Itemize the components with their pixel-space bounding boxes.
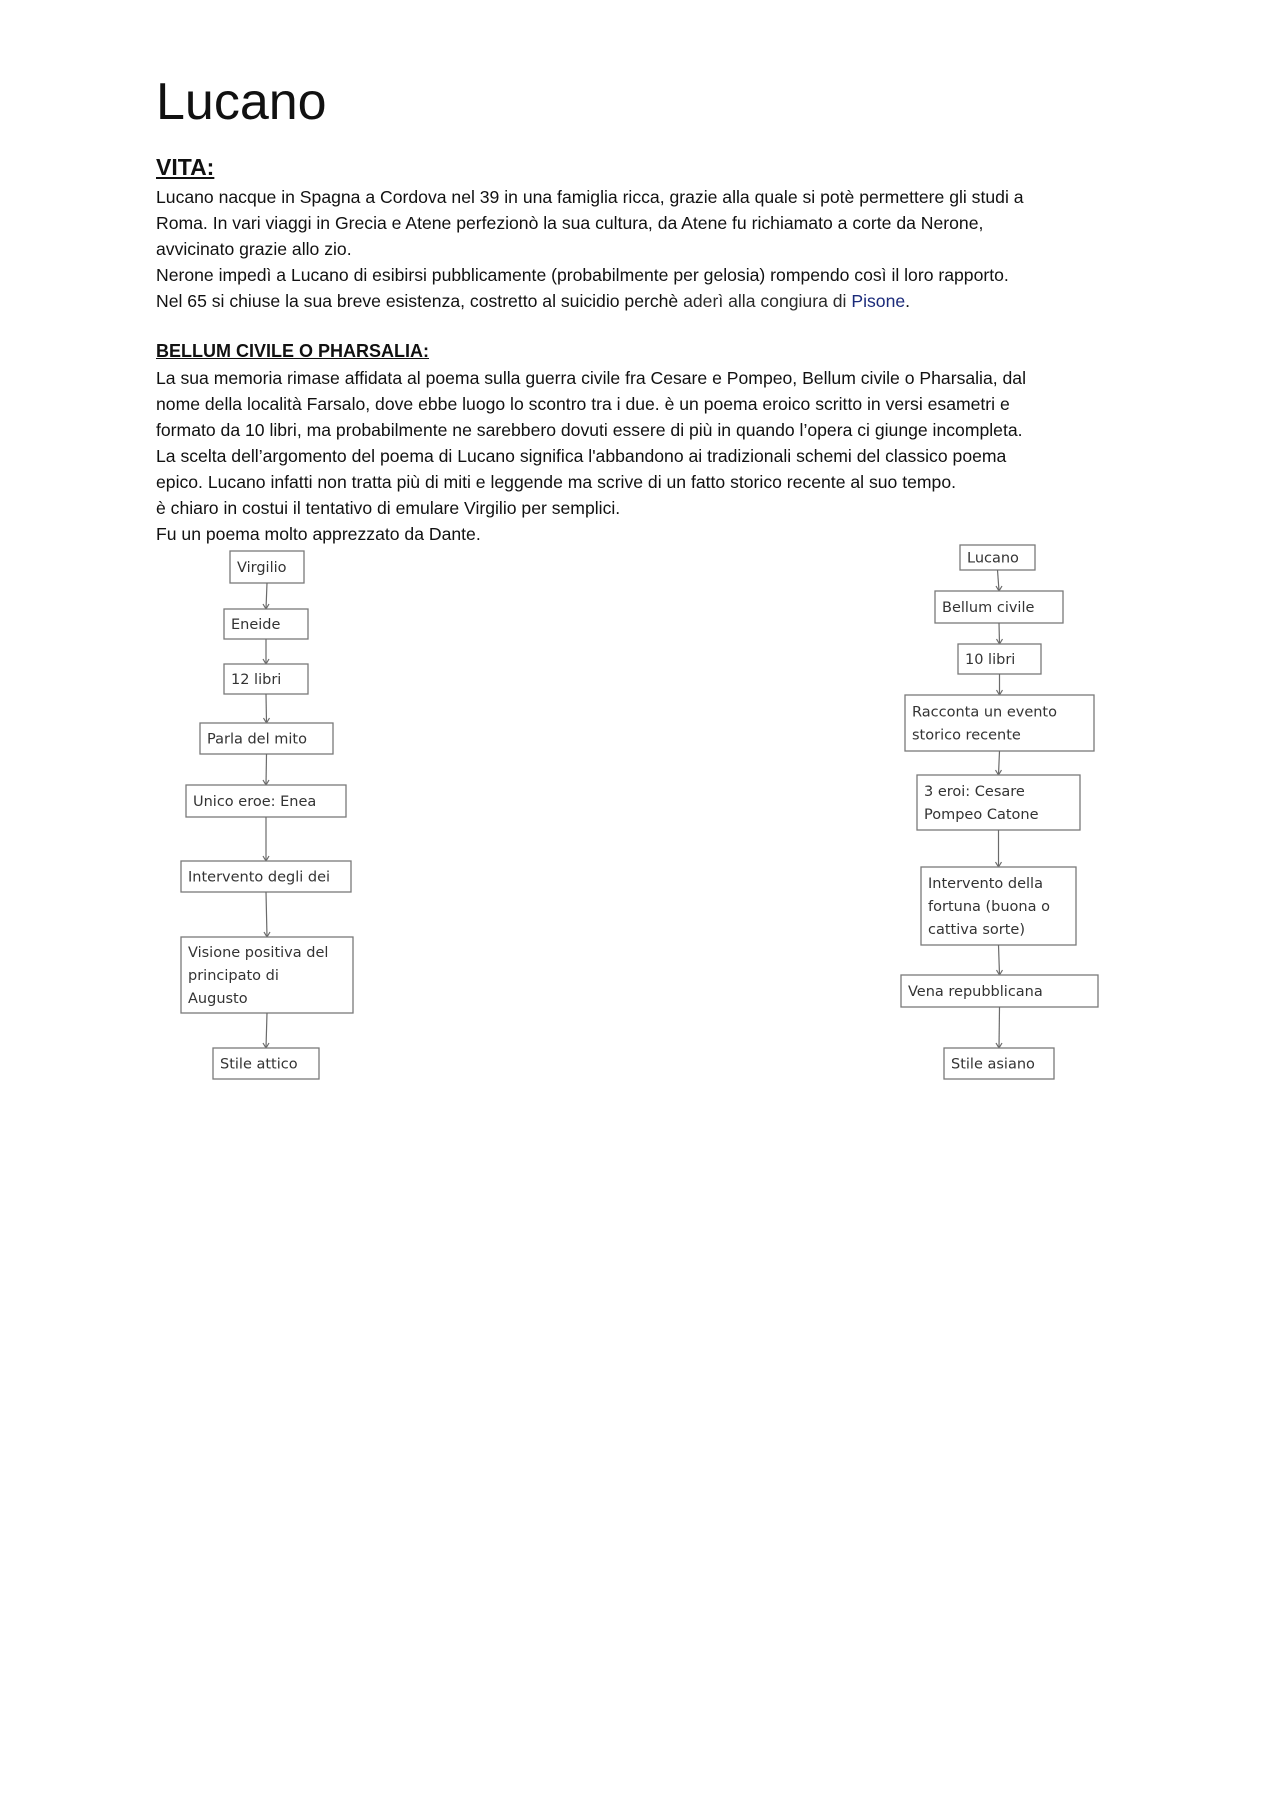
flow-node-label: Intervento degli dei [188,869,331,886]
vita-line: Nerone impedì a Lucano di esibirsi pubblicamente (probabilmente per gelosia) rompendo così il loro rapporto. [156,265,1009,285]
flow-node-label: fortuna (buona o [928,899,1050,915]
vita-line: avvicinato grazie allo zio. [156,239,352,259]
bellum-line: epico. Lucano infatti non tratta più di miti e leggende ma scrive di un fatto storico recente al suo tempo. [156,472,956,492]
page-title: Lucano [156,73,327,131]
vita-line-end: . [905,291,911,311]
flow-connector [999,1007,1000,1048]
flow-node-label: cattiva sorte) [928,922,1025,938]
flow-node-label: 3 eroi: Cesare [924,784,1025,800]
flow-connector [266,754,267,785]
vita-line-text: Nel 65 si chiuse la sua breve esistenza, costretto al suicidio perchè [156,291,684,311]
flow-node-label: Intervento della [928,876,1043,892]
flow-node-label: Vena repubblicana [908,984,1043,1000]
bellum-line: formato da 10 libri, ma probabilmente ne sarebbero dovuti essere di più in quando l’opera ci giunge incompleta. [156,420,1023,440]
vita-line: Lucano nacque in Spagna a Cordova nel 39 in una famiglia ricca, grazie alla quale si potè permettere gli studi a [156,187,1024,207]
flow-node-label: principato di [188,968,279,984]
flow-node-label: Lucano [967,550,1019,567]
flow-node-label: Racconta un evento [912,704,1057,721]
flow-node-label: Visione positiva del [188,945,329,961]
flow-node-label: Stile attico [220,1056,298,1073]
flow-node-label: Virgilio [237,560,287,576]
flow-node-label: 12 libri [231,672,282,688]
flow-connector [266,583,267,609]
flow-node-label: 10 libri [965,652,1016,668]
flow-node-label: Bellum civile [942,600,1035,616]
flow-node-label: storico recente [912,727,1021,744]
flow-connector [999,751,1000,775]
flow-connector [266,1013,267,1048]
flow-node-label: Pompeo Catone [924,807,1039,823]
flowchart-virgilio [181,551,353,1079]
aderi-link[interactable]: aderì alla congiura di [683,291,852,311]
flow-connector [266,892,267,937]
bellum-line: nome della località Farsalo, dove ebbe luogo lo scontro tra i due. è un poema eroico scritto in versi esametri e [156,394,1010,414]
flow-connector [999,623,1000,644]
flow-connector [266,694,267,723]
flow-node-label: Unico eroe: Enea [193,794,317,810]
flow-node-label: Eneide [231,617,281,633]
bellum-line: è chiaro in costui il tentativo di emulare Virgilio per semplici. [156,498,621,518]
flowchart-lucano [901,545,1098,1079]
vita-heading: VITA: [156,154,215,180]
bellum-line: Fu un poema molto apprezzato da Dante. [156,524,481,544]
pisone-link[interactable]: Pisone [851,291,906,311]
bellum-heading: BELLUM CIVILE O PHARSALIA: [156,341,429,361]
flow-node-label: Parla del mito [207,731,307,748]
flow-node-label: Stile asiano [951,1056,1035,1073]
flow-node-label: Augusto [188,991,248,1007]
bellum-line: La sua memoria rimase affidata al poema sulla guerra civile fra Cesare e Pompeo, Bellum civile o Pharsalia, dal [156,368,1027,388]
bellum-line: La scelta dell’argomento del poema di Lucano significa l'abbandono ai tradizionali schemi del classico poema [156,446,1007,466]
vita-line: Roma. In vari viaggi in Grecia e Atene perfezionò la sua cultura, da Atene fu richiamato a corte da Nerone, [156,213,984,233]
flow-connector [999,945,1000,975]
